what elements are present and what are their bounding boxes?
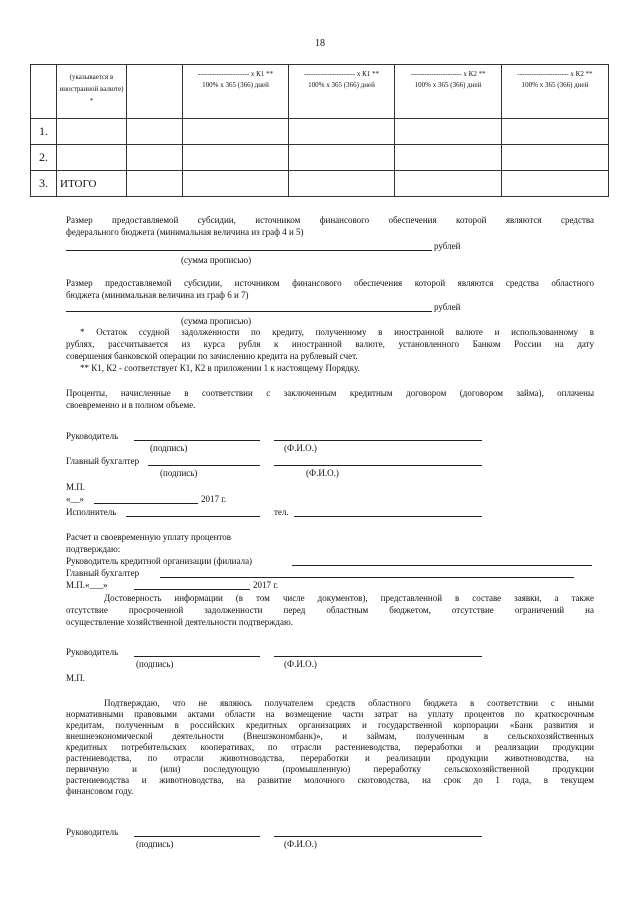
- date-year: 2017 г.: [201, 494, 227, 504]
- reliability-text-2: отсутствие просроченной задолженности перед областным бюджетом, отсутствие ограничений на: [66, 605, 594, 615]
- signature-caption: (подпись): [136, 839, 174, 849]
- fio-line: [274, 440, 482, 441]
- signature-caption: (подпись): [160, 468, 198, 478]
- signature-caption: (подпись): [136, 659, 174, 669]
- unit-label: рублей: [434, 302, 461, 312]
- fio-line: [274, 465, 482, 466]
- row-number: 2.: [31, 145, 57, 171]
- k-header-cell: ---------------------- х К1 ** 100% х 365 (366) дней: [183, 65, 289, 119]
- fio-caption: (Ф.И.О.): [306, 468, 339, 478]
- table-header-row: [31, 65, 609, 119]
- date-prefix: «__»: [66, 494, 84, 504]
- bank-head-label: Руководитель кредитной организации (филиала): [66, 556, 253, 566]
- amount-line: [66, 250, 432, 251]
- interest-paid-text-2: своевременно и в полном объеме.: [66, 400, 196, 410]
- footnote-2: ** К1, К2 - соответствует К1, К2 в приложении 1 к настоящему Порядку.: [80, 363, 360, 373]
- head-label: Руководитель: [66, 431, 119, 441]
- signature-caption: (подпись): [150, 443, 188, 453]
- accountant-label: Главный бухгалтер: [66, 456, 140, 466]
- footnote-1-line2: рублях, рассчитывается из курса рубля к иностранной валюте, установленного Банком России на дату: [66, 339, 594, 349]
- date-line: [94, 503, 198, 504]
- signature-line: [134, 656, 260, 657]
- fio-line: [274, 656, 482, 657]
- amount-caption: (сумма прописью): [181, 255, 252, 265]
- table-row-total: [31, 171, 609, 197]
- row-number: 1.: [31, 119, 57, 145]
- signature-line: [134, 836, 260, 837]
- date-line: [134, 589, 250, 590]
- signature-line: [134, 440, 260, 441]
- seal-label: М.П.: [66, 673, 86, 683]
- fio-caption: (Ф.И.О.): [284, 839, 317, 849]
- signature-line: [148, 465, 260, 466]
- date-year: 2017 г.: [253, 580, 279, 590]
- k-header-cell: ---------------------- х К1 ** 100% х 365 (366) дней: [289, 65, 395, 119]
- total-label: ИТОГО: [57, 171, 127, 197]
- interest-paid-text: Проценты, начисленные в соответствии с заключенным кредитным договором (договором займа), оплачены: [66, 388, 594, 398]
- date-prefix: М.П.«___»: [66, 580, 108, 590]
- subsidy-regional-text: Размер предоставляемой субсидии, источником финансового обеспечения которой являются средства областного: [66, 278, 594, 288]
- executor-line: [126, 516, 260, 517]
- reliability-text: Достоверность информации (в том числе документов), представленной в составе заявки, а также: [104, 593, 594, 603]
- fio-line: [274, 836, 482, 837]
- phone-label: тел.: [274, 507, 289, 517]
- footnote-1: * Остаток ссудной задолженности по кредиту, полученному в иностранной валюте и использованному в: [80, 327, 594, 337]
- subsidy-federal-text: Размер предоставляемой субсидии, источником финансового обеспечения которой являются средства: [66, 215, 594, 225]
- reliability-text-3: осуществление хозяйственной деятельности подтверждаю.: [66, 617, 293, 627]
- seal-label: М.П.: [66, 482, 86, 492]
- accountant-line: [160, 577, 574, 578]
- recipient-confirmation: Подтверждаю, что не являюсь получателем средств областного бюджета в соответствии с иными нормативными правовыми актами области на возмещение части затрат на уплату процентов по краткосрочным кредитам, полученным в российских кредитных организациях и государственной корпорации «Банк развития и внешнеэкономической деятельности (Внешэкономбанк)», и займам, полученным в сельскохозяйственных кредитных потребительских кооперативах, по отрасли растениеводства, переработки и реализации продукции растениеводства, по отрасли животноводства, переработки и реализации продукции животноводства, на первичную и (или) последующую (промышленную) переработку сельскохозяйственной продукции растениеводства и животноводства, на развитие молочного скотоводства, на срок до 1 года, в текущем финансовом году.: [66, 698, 594, 796]
- amount-caption: (сумма прописью): [181, 316, 252, 326]
- accountant-label: Главный бухгалтер: [66, 568, 140, 578]
- head-label: Руководитель: [66, 647, 119, 657]
- subsidy-regional-text-2: бюджета (минимальная величина из граф 6 и 7): [66, 290, 249, 300]
- unit-label: рублей: [434, 241, 461, 251]
- amount-line: [66, 311, 432, 312]
- row-number: 3.: [31, 171, 57, 197]
- fio-caption: (Ф.И.О.): [284, 659, 317, 669]
- confirm-text-2: подтверждаю:: [66, 544, 121, 554]
- table-row: [31, 145, 609, 171]
- page-number: 18: [315, 38, 325, 49]
- confirm-text: Расчет и своевременную уплату процентов: [66, 532, 232, 542]
- table-row: [31, 119, 609, 145]
- fio-caption: (Ф.И.О.): [284, 443, 317, 453]
- phone-line: [294, 516, 482, 517]
- k-header-cell: ---------------------- х К2 ** 100% х 365 (366) дней: [502, 65, 609, 119]
- subsidy-federal-text-2: федерального бюджета (минимальная величина из граф 4 и 5): [66, 227, 304, 237]
- subsidy-table: [30, 64, 609, 197]
- k-header-cell: ---------------------- х К2 ** 100% х 365 (366) дней: [395, 65, 502, 119]
- footnote-1-line3: совершения банковской операции по зачислению кредита на рублевый счет.: [66, 351, 358, 361]
- bank-head-line: [292, 565, 592, 566]
- head-label: Руководитель: [66, 827, 119, 837]
- currency-note-cell: (указывается в иностранной валюте) *: [57, 65, 127, 119]
- executor-label: Исполнитель: [66, 507, 117, 517]
